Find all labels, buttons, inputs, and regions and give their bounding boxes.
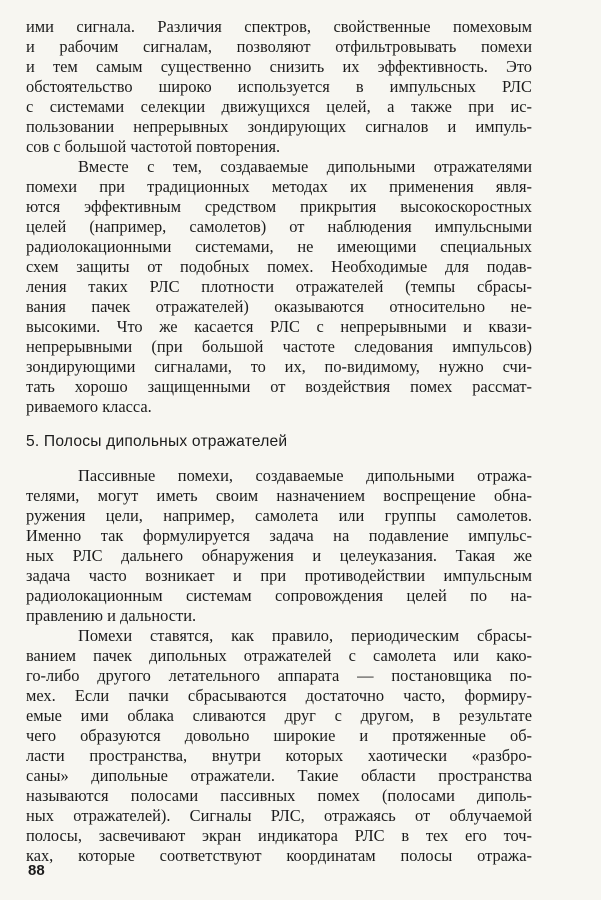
text-line: саны» дипольные отражатели. Такие области пространства — [26, 766, 532, 785]
text-line: ются эффективным средством прикрытия высокоскоростных — [26, 197, 532, 216]
text-line: вания пачек отражателей) оказываются относительно не- — [26, 297, 532, 316]
text-line: ими сигнала. Различия спектров, свойственные помеховым — [26, 17, 532, 36]
text-line: ружения цели, например, самолета или группы самолетов. — [26, 506, 532, 525]
text-line: ления таких РЛС плотности отражателей (темпы сбрасы- — [26, 277, 532, 296]
text-line: ласти пространства, внутри которых хаотически «разбро- — [26, 746, 532, 765]
text-line: радиолокационным системам сопровождения целей по на- — [26, 586, 532, 605]
text-line: с системами селекции движущихся целей, а также при ис- — [26, 97, 532, 116]
text-line: высокими. Что же касается РЛС с непрерывными и квази- — [26, 317, 532, 336]
text-line: помехи при традиционных методах их применения явля- — [26, 177, 532, 196]
text-line: ванием пачек дипольных отражателей с самолета или како- — [26, 646, 532, 665]
text-line: зондирующими сигналами, то их, по-видимому, нужно счи- — [26, 357, 532, 376]
text-line: радиолокационными системами, не имеющими специальных — [26, 237, 532, 256]
text-line: сов с большой частотой повторения. — [26, 137, 281, 156]
section-heading: 5. Полосы дипольных отражателей — [26, 433, 288, 450]
paragraph-dipole-strips — [26, 626, 532, 866]
text-line: ках, которые соответствуют координатам полосы отража- — [26, 846, 532, 865]
text-line: ных РЛС дальнего обнаружения и целеуказания. Такая же — [26, 546, 532, 565]
text-line: правлению и дальности. — [26, 606, 197, 625]
text-line: емые ими облака сливаются друг с другом, в результате — [26, 706, 532, 725]
text-line: обстоятельство широко используется в импульсных РЛС — [26, 77, 532, 96]
text-line: и тем самым существенно снизить их эффективность. Это — [26, 57, 532, 76]
text-line: и рабочим сигналам, позволяют отфильтровывать помехи — [26, 37, 532, 56]
text-line: Именно так формулируется задача на подавление импульс- — [26, 526, 532, 545]
text-line: схем защиты от подобных помех. Необходимые для подав- — [26, 257, 532, 276]
paragraph-radar-protection — [26, 157, 532, 417]
text-line: целей (например, самолетов) от наблюдения импульсными — [26, 217, 532, 236]
text-line: Вместе с тем, создаваемые дипольными отражателями — [78, 157, 532, 176]
page-number: 88 — [28, 862, 45, 879]
text-line: тать хорошо защищенными от воздействия помех рассмат- — [26, 377, 532, 396]
text-line: непрерывными (при большой частоте следования импульсов) — [26, 337, 532, 356]
text-line: риваемого класса. — [26, 397, 152, 416]
text-line: го-либо другого летательного аппарата — постановщика по- — [26, 666, 532, 685]
text-line: телями, могут иметь своим назначением воспрещение обна- — [26, 486, 532, 505]
text-line: полосы, засвечивают экран индикатора РЛС в тех его точ- — [26, 826, 532, 845]
text-line: называются полосами пассивных помех (полосами диполь- — [26, 786, 532, 805]
text-line: Помехи ставятся, как правило, периодическим сбрасы- — [78, 626, 532, 645]
paragraph-continuation — [26, 17, 532, 157]
text-line: Пассивные помехи, создаваемые дипольными отража- — [78, 466, 532, 485]
text-line: чего образуются довольно широкие и протяженные об- — [26, 726, 532, 745]
text-line: задача часто возникает и при противодействии импульсным — [26, 566, 532, 585]
text-line: пользовании непрерывных зондирующих сигналов и импуль- — [26, 117, 532, 136]
paragraph-passive-interference — [26, 466, 532, 626]
text-line: ных отражателей). Сигналы РЛС, отражаясь от облучаемой — [26, 806, 532, 825]
text-line: мех. Если пачки сбрасываются достаточно часто, формиру- — [26, 686, 532, 705]
